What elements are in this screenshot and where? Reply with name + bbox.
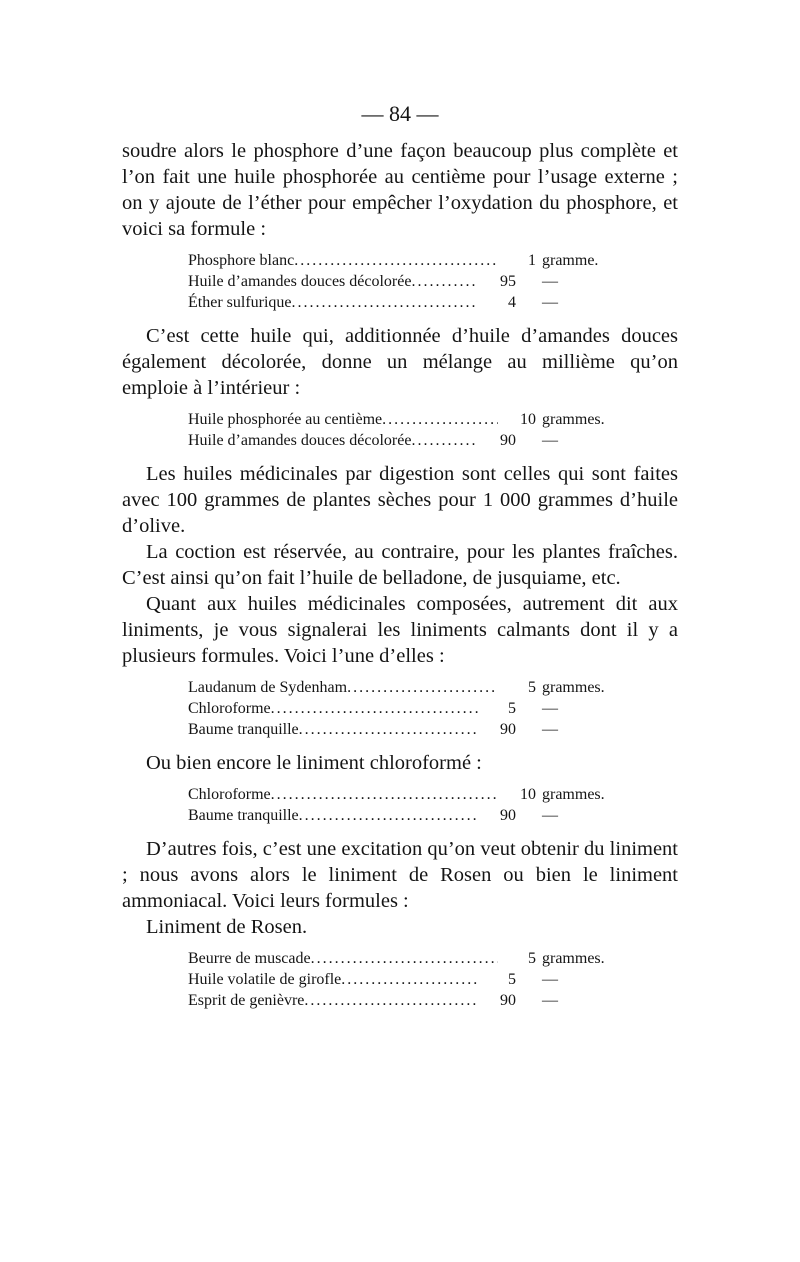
recipe-line (188, 677, 624, 698)
ingredient-name: Huile d’amandes douces décolorée (188, 432, 412, 449)
ingredient-name: Chloroforme (188, 700, 271, 717)
ingredient-name: Éther sulfurique (188, 294, 292, 311)
ingredient-unit: grammes. (542, 411, 605, 428)
dot-leader (271, 784, 498, 805)
recipe-line (188, 250, 624, 271)
ingredient-unit: grammes. (542, 679, 605, 696)
ingredient-quantity: 95 (500, 273, 516, 290)
dot-leader (294, 250, 498, 271)
ingredient-unit: — (542, 807, 558, 824)
recipe-3 (188, 677, 624, 740)
ingredient-unit: gramme. (542, 252, 599, 269)
ingredient-quantity: 10 (520, 786, 536, 803)
ingredient-quantity: 10 (520, 411, 536, 428)
paragraph-6: Ou bien encore le liniment chloroformé : (146, 752, 482, 774)
recipe-line (188, 719, 624, 740)
recipe-5 (188, 948, 624, 1011)
recipe-line (188, 698, 624, 719)
dot-leader (341, 969, 478, 990)
ingredient-unit: — (542, 273, 558, 290)
page-number: — 84 — (361, 101, 439, 126)
dot-leader (292, 292, 478, 313)
paragraph-2: C’est cette huile qui, additionnée d’huile d’amandes douces également décolorée, donne un mélange au millième qu’on emploie à l’intérieur : (122, 325, 678, 399)
paragraph-1: soudre alors le phosphore d’une façon beaucoup plus complète et l’on fait une huile phosphorée au centième pour l’usage externe ; on y ajoute de l’éther pour empêcher l’oxydation du phosphore, et voici sa formule : (122, 140, 678, 240)
recipe-1 (188, 250, 624, 313)
ingredient-name: Laudanum de Sydenham (188, 679, 348, 696)
body-text (122, 138, 678, 1021)
dot-leader (411, 430, 478, 451)
recipe-line (188, 430, 624, 451)
paragraph-3: Les huiles médicinales par digestion sont celles qui sont faites avec 100 grammes de plantes sèches pour 1 000 grammes d’huile d’olive. (122, 463, 678, 537)
ingredient-quantity: 5 (528, 950, 536, 967)
recipe-line (188, 784, 624, 805)
ingredient-unit: — (542, 721, 558, 738)
ingredient-quantity: 90 (500, 432, 516, 449)
recipe-line (188, 948, 624, 969)
paragraph-5: Quant aux huiles médicinales composées, autrement dit aux liniments, je vous signalerai les liniments calmants dont il y a plusieurs formules. Voici l’une d’elles : (122, 593, 678, 667)
dot-leader (271, 698, 478, 719)
ingredient-quantity: 90 (500, 807, 516, 824)
ingredient-name: Chloroforme (188, 786, 271, 803)
ingredient-name: Huile phosphorée au centième (188, 411, 383, 428)
ingredient-quantity: 5 (528, 679, 536, 696)
ingredient-quantity: 90 (500, 992, 516, 1009)
ingredient-unit: — (542, 971, 558, 988)
ingredient-name: Huile volatile de girofle (188, 971, 342, 988)
ingredient-name: Baume tranquille (188, 807, 299, 824)
recipe-line (188, 292, 624, 313)
dot-leader (347, 677, 498, 698)
heading-liniment-de-rosen: Liniment de Rosen. (146, 916, 308, 938)
dot-leader (311, 948, 498, 969)
recipe-line (188, 805, 624, 826)
ingredient-quantity: 5 (508, 971, 516, 988)
ingredient-quantity: 5 (508, 700, 516, 717)
ingredient-unit: — (542, 432, 558, 449)
recipe-line (188, 990, 624, 1011)
ingredient-unit: grammes. (542, 950, 605, 967)
recipe-line (188, 969, 624, 990)
ingredient-name: Esprit de genièvre (188, 992, 305, 1009)
recipe-2 (188, 409, 624, 451)
dot-leader (382, 409, 498, 430)
ingredient-quantity: 4 (508, 294, 516, 311)
recipe-4 (188, 784, 624, 826)
paragraph-4: La coction est réservée, au contraire, pour les plantes fraîches. C’est ainsi qu’on fait l’huile de belladone, de jusquiame, etc. (122, 541, 678, 589)
ingredient-unit: — (542, 700, 558, 717)
dot-leader (299, 805, 478, 826)
ingredient-unit: grammes. (542, 786, 605, 803)
ingredient-unit: — (542, 294, 558, 311)
ingredient-name: Beurre de muscade (188, 950, 311, 967)
recipe-line (188, 409, 624, 430)
ingredient-name: Phosphore blanc (188, 252, 295, 269)
dot-leader (411, 271, 478, 292)
paragraph-7: D’autres fois, c’est une excitation qu’on veut obtenir du liniment ; nous avons alors le liniment de Rosen ou bien le liniment ammoniacal. Voici leurs formules : (122, 838, 678, 912)
ingredient-quantity: 90 (500, 721, 516, 738)
ingredient-name: Baume tranquille (188, 721, 299, 738)
recipe-line (188, 271, 624, 292)
ingredient-quantity: 1 (528, 252, 536, 269)
dot-leader (304, 990, 478, 1011)
ingredient-name: Huile d’amandes douces décolorée (188, 273, 412, 290)
ingredient-unit: — (542, 992, 558, 1009)
dot-leader (299, 719, 478, 740)
